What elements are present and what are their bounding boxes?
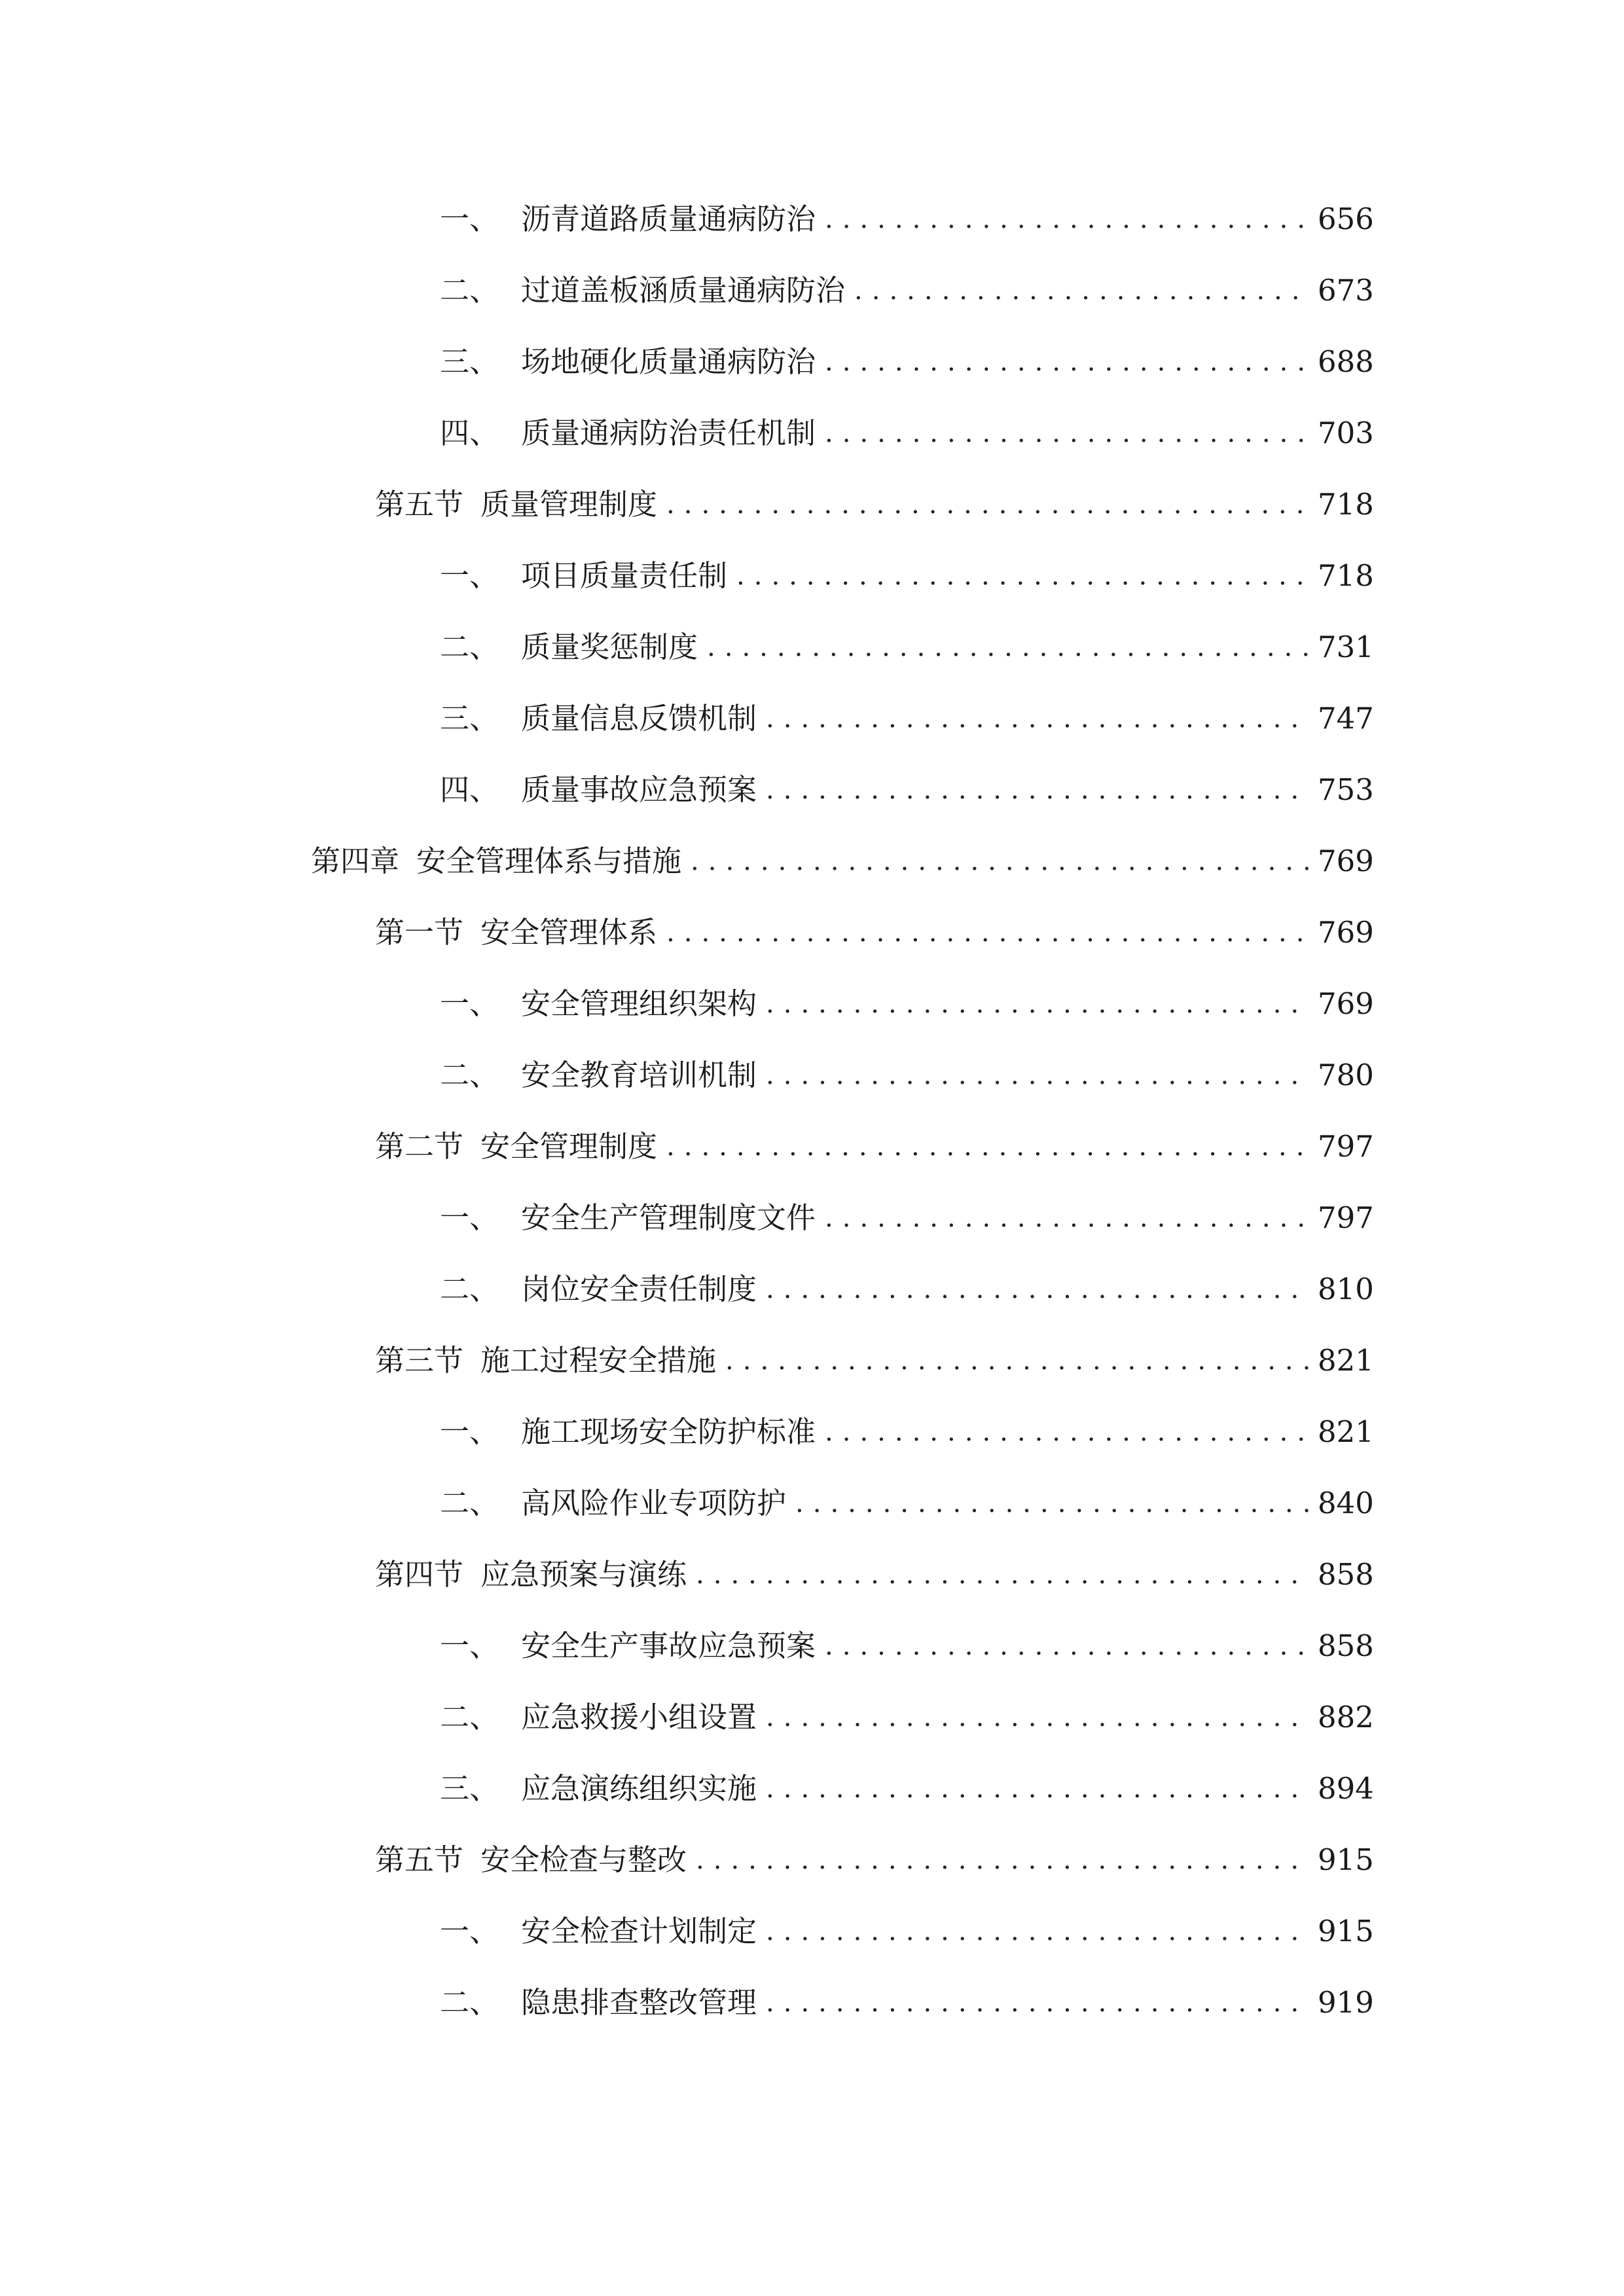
toc-entry-title: 岗位安全责任制度 — [521, 1272, 757, 1306]
toc-entry-page-number: 769 — [1318, 915, 1374, 950]
toc-entry-title: 施工现场安全防护标准 — [521, 1414, 816, 1449]
toc-entry[interactable] — [440, 1620, 1374, 1672]
toc-entry-title: 安全检查计划制定 — [521, 1914, 757, 1948]
dot-leader — [696, 1549, 1308, 1601]
toc-entry[interactable] — [440, 764, 1374, 816]
toc-entry-number: 一、 — [440, 1914, 499, 1948]
toc-entry[interactable] — [440, 978, 1374, 1030]
toc-entry-number: 一、 — [440, 202, 499, 236]
toc-entry-page-number: 731 — [1318, 630, 1374, 664]
dot-leader — [766, 764, 1308, 816]
toc-entry-page-number: 894 — [1318, 1771, 1374, 1806]
toc-entry-number: 二、 — [440, 1486, 499, 1520]
toc-entry-page-number: 780 — [1318, 1058, 1374, 1092]
toc-entry-number: 四、 — [440, 772, 499, 807]
dot-leader — [825, 1620, 1308, 1672]
toc-entry[interactable] — [440, 1192, 1374, 1244]
toc-entry-number: 第二节 — [375, 1129, 464, 1164]
dot-leader — [691, 835, 1308, 888]
toc-entry-page-number: 718 — [1318, 558, 1374, 593]
toc-entry-title: 过道盖板涵质量通病防治 — [521, 273, 846, 308]
dot-leader — [766, 1763, 1308, 1815]
toc-entry[interactable] — [440, 550, 1374, 602]
toc-entry-page-number: 858 — [1318, 1628, 1374, 1663]
toc-entry-title: 沥青道路质量通病防治 — [521, 202, 816, 236]
toc-entry[interactable] — [440, 692, 1374, 745]
toc-entry[interactable] — [440, 1477, 1374, 1530]
toc-entry-number: 二、 — [440, 630, 499, 664]
toc-entry-page-number: 673 — [1318, 273, 1374, 308]
toc-entry-page-number: 769 — [1318, 986, 1374, 1021]
dot-leader — [666, 478, 1308, 531]
toc-entry-title: 安全管理体系 — [480, 915, 658, 950]
toc-entry-title: 应急演练组织实施 — [521, 1771, 757, 1806]
toc-entry-number: 二、 — [440, 1058, 499, 1092]
toc-entry-page-number: 703 — [1318, 416, 1374, 450]
toc-entry[interactable] — [440, 407, 1374, 459]
toc-section-entry[interactable] — [375, 906, 1374, 959]
toc-entry-number: 一、 — [440, 558, 499, 593]
toc-entry-page-number: 919 — [1318, 1985, 1374, 2020]
toc-entry-number: 第四节 — [375, 1557, 464, 1592]
toc-entry-page-number: 753 — [1318, 772, 1374, 807]
toc-entry-title: 质量奖惩制度 — [521, 630, 698, 664]
dot-leader — [766, 1049, 1308, 1102]
toc-entry-number: 第一节 — [375, 915, 464, 950]
dot-leader — [854, 264, 1308, 317]
toc-entry-number: 二、 — [440, 273, 499, 308]
toc-entry-page-number: 718 — [1318, 487, 1374, 522]
dot-leader — [766, 978, 1308, 1030]
toc-entry-page-number: 882 — [1318, 1700, 1374, 1734]
toc-section-entry[interactable] — [375, 1335, 1374, 1387]
toc-entry-page-number: 915 — [1318, 1842, 1374, 1877]
dot-leader — [766, 692, 1308, 745]
dot-leader — [766, 1905, 1308, 1958]
toc-section-entry[interactable] — [375, 1834, 1374, 1886]
toc-entry-title: 应急救援小组设置 — [521, 1700, 757, 1734]
toc-entry-page-number: 821 — [1318, 1414, 1374, 1449]
toc-entry[interactable] — [440, 193, 1374, 245]
toc-entry-title: 应急预案与演练 — [480, 1557, 687, 1592]
toc-entry-title: 质量信息反馈机制 — [521, 701, 757, 736]
toc-entry-title: 安全生产事故应急预案 — [521, 1628, 816, 1663]
toc-entry-number: 第五节 — [375, 487, 464, 522]
toc-entry-title: 安全生产管理制度文件 — [521, 1200, 816, 1235]
dot-leader — [795, 1477, 1308, 1530]
toc-entry-number: 一、 — [440, 1414, 499, 1449]
toc-entry-number: 一、 — [440, 986, 499, 1021]
toc-entry-page-number: 810 — [1318, 1272, 1374, 1306]
toc-entry-title: 安全管理体系与措施 — [416, 844, 682, 878]
toc-entry-number: 四、 — [440, 416, 499, 450]
toc-entry-title: 安全管理制度 — [480, 1129, 658, 1164]
toc-entry-page-number: 656 — [1318, 202, 1374, 236]
toc-entry-number: 二、 — [440, 1985, 499, 2020]
toc-entry-title: 质量通病防治责任机制 — [521, 416, 816, 450]
toc-entry-number: 三、 — [440, 1771, 499, 1806]
dot-leader — [666, 906, 1308, 959]
toc-entry-number: 第三节 — [375, 1343, 464, 1378]
toc-entry-number: 三、 — [440, 701, 499, 736]
toc-entry[interactable] — [440, 1049, 1374, 1102]
toc-entry-number: 第四章 — [311, 844, 400, 878]
toc-entry[interactable] — [440, 1263, 1374, 1316]
dot-leader — [707, 621, 1308, 673]
toc-entry-page-number: 688 — [1318, 344, 1374, 379]
toc-entry[interactable] — [440, 336, 1374, 388]
toc-section-entry[interactable] — [375, 478, 1374, 531]
toc-entry-page-number: 858 — [1318, 1557, 1374, 1592]
toc-entry-number: 三、 — [440, 344, 499, 379]
toc-entry-title: 安全检查与整改 — [480, 1842, 687, 1877]
toc-entry-page-number: 915 — [1318, 1914, 1374, 1948]
toc-entry-title: 项目质量责任制 — [521, 558, 728, 593]
toc-entry[interactable] — [440, 1406, 1374, 1458]
toc-entry-page-number: 769 — [1318, 844, 1374, 878]
toc-entry-number: 第五节 — [375, 1842, 464, 1877]
dot-leader — [766, 1263, 1308, 1316]
toc-entry[interactable] — [440, 1905, 1374, 1958]
toc-entry-title: 隐患排查整改管理 — [521, 1985, 757, 2020]
toc-entry-page-number: 797 — [1318, 1129, 1374, 1164]
toc-entry-title: 质量管理制度 — [480, 487, 658, 522]
dot-leader — [825, 1192, 1308, 1244]
toc-entry-number: 二、 — [440, 1272, 499, 1306]
toc-entry-title: 安全教育培训机制 — [521, 1058, 757, 1092]
toc-entry[interactable] — [440, 1977, 1374, 2029]
toc-entry-number: 二、 — [440, 1700, 499, 1734]
dot-leader — [825, 1406, 1308, 1458]
dot-leader — [725, 1335, 1308, 1387]
toc-entry-page-number: 840 — [1318, 1486, 1374, 1520]
toc-entry[interactable] — [440, 1691, 1374, 1744]
toc-section-entry[interactable] — [375, 1121, 1374, 1173]
toc-entry[interactable] — [440, 264, 1374, 317]
toc-entry-title: 安全管理组织架构 — [521, 986, 757, 1021]
toc-entry-title: 质量事故应急预案 — [521, 772, 757, 807]
dot-leader — [766, 1977, 1308, 2029]
dot-leader — [766, 1691, 1308, 1744]
toc-entry-page-number: 821 — [1318, 1343, 1374, 1378]
toc-entry-title: 场地硬化质量通病防治 — [521, 344, 816, 379]
toc-chapter-entry[interactable] — [311, 835, 1374, 888]
dot-leader — [696, 1834, 1308, 1886]
toc-entry[interactable] — [440, 1763, 1374, 1815]
toc-entry-number: 一、 — [440, 1628, 499, 1663]
dot-leader — [825, 336, 1308, 388]
toc-section-entry[interactable] — [375, 1549, 1374, 1601]
toc-entry-title: 高风险作业专项防护 — [521, 1486, 787, 1520]
toc-entry-page-number: 747 — [1318, 701, 1374, 736]
toc-entry[interactable] — [440, 621, 1374, 673]
dot-leader — [825, 407, 1308, 459]
toc-entry-title: 施工过程安全措施 — [480, 1343, 717, 1378]
dot-leader — [666, 1121, 1308, 1173]
dot-leader — [736, 550, 1308, 602]
toc-entry-page-number: 797 — [1318, 1200, 1374, 1235]
dot-leader — [825, 193, 1308, 245]
toc-entry-number: 一、 — [440, 1200, 499, 1235]
